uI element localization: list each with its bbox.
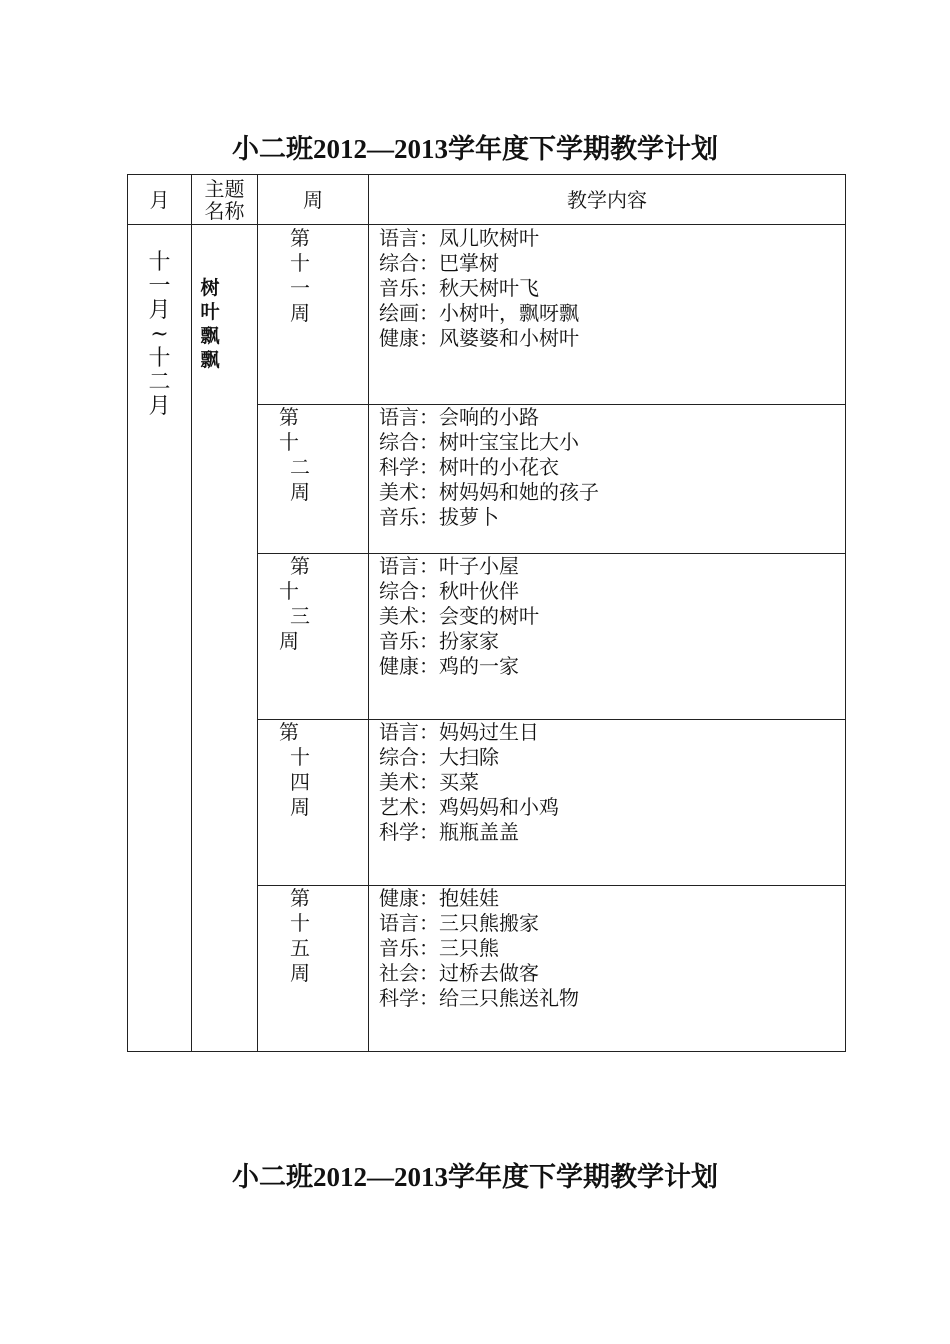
theme-char: 叶 [200, 301, 220, 323]
month-char: 月 [148, 298, 171, 323]
theme-cell [192, 276, 228, 372]
week-char: 十 [279, 579, 299, 603]
lesson-item: 美术：会变的树叶 [379, 604, 539, 628]
header-theme [192, 175, 257, 224]
lesson-item: 健康：抱娃娃 [379, 886, 499, 910]
week-char: 第 [279, 405, 299, 429]
table-border-right [845, 174, 846, 1052]
lesson-item: 音乐：扮家家 [379, 629, 499, 653]
week-char: 周 [290, 480, 310, 504]
lesson-item: 健康：风婆婆和小树叶 [379, 326, 579, 350]
week-char: 周 [290, 301, 310, 325]
lesson-item: 综合：秋叶伙伴 [379, 579, 519, 603]
lesson-item: 语言：叶子小屋 [379, 554, 519, 578]
week-char: 第 [290, 886, 310, 910]
lesson-item: 美术：树妈妈和她的孩子 [379, 480, 599, 504]
lesson-item: 美术：买菜 [379, 770, 479, 794]
lesson-item: 语言：三只熊搬家 [379, 911, 539, 935]
header-week [258, 175, 368, 224]
month-char: 一 [148, 274, 171, 299]
week-content [369, 720, 845, 845]
lesson-item: 音乐：三只熊 [379, 936, 499, 960]
header-content [369, 175, 845, 224]
week-char: 五 [290, 936, 310, 960]
week-content [369, 226, 845, 351]
theme-char: 飘 [200, 349, 220, 371]
week-char: 十 [290, 251, 310, 275]
table-border-bottom [127, 1051, 846, 1052]
theme-char: 树 [200, 277, 220, 299]
lesson-item: 音乐：秋天树叶飞 [379, 276, 539, 300]
lesson-item: 绘画：小树叶，飘呀飘 [379, 301, 579, 325]
header-month [128, 175, 191, 224]
week-label [258, 886, 368, 986]
lesson-item: 艺术：鸡妈妈和小鸡 [379, 795, 559, 819]
header-week-label: 周 [303, 187, 323, 212]
lesson-item: 语言：会响的小路 [379, 405, 539, 429]
month-char: 十 [148, 250, 171, 275]
lesson-item: 健康：鸡的一家 [379, 654, 519, 678]
teaching-plan-table [127, 174, 846, 1052]
header-theme-line1: 主题 [204, 176, 245, 201]
lesson-item: 综合：巴掌树 [379, 251, 499, 275]
week-char: 第 [290, 554, 310, 578]
week-char: 第 [279, 720, 299, 744]
month-cell [128, 251, 191, 419]
lesson-item: 音乐：拔萝卜 [379, 505, 499, 529]
week-label [258, 554, 368, 654]
week-content [369, 554, 845, 679]
lesson-item: 科学：树叶的小花衣 [379, 455, 559, 479]
lesson-item: 社会：过桥去做客 [379, 961, 539, 985]
lesson-item: 综合：大扫除 [379, 745, 499, 769]
week-char: 十 [290, 911, 310, 935]
theme-char: 飘 [200, 325, 220, 347]
lesson-item: 语言：凤儿吹树叶 [379, 226, 539, 250]
lesson-item: 语言：妈妈过生日 [379, 720, 539, 744]
week-char: 周 [290, 961, 310, 985]
week-content [369, 886, 845, 1011]
month-char: 二 [148, 370, 171, 395]
month-char: 月 [148, 394, 171, 419]
lesson-item: 综合：树叶宝宝比大小 [379, 430, 579, 454]
header-theme-line2: 名称 [204, 198, 245, 223]
week-char: 周 [290, 795, 310, 819]
month-char: 十 [148, 346, 171, 371]
header-content-label: 教学内容 [567, 187, 647, 212]
week-char: 周 [279, 629, 299, 653]
week-char: 一 [290, 276, 310, 300]
week-char: 二 [290, 455, 310, 479]
lesson-item: 科学：给三只熊送礼物 [379, 986, 579, 1010]
week-label [258, 405, 368, 505]
header-month-label: 月 [149, 187, 170, 212]
week-char: 三 [290, 604, 310, 628]
week-char: 十 [290, 745, 310, 769]
week-content [369, 405, 845, 530]
month-char: ~ [150, 322, 169, 347]
week-label [258, 720, 368, 820]
week-char: 第 [290, 226, 310, 250]
lesson-item: 科学：瓶瓶盖盖 [379, 820, 519, 844]
week-char: 四 [290, 770, 310, 794]
week-label [258, 226, 368, 326]
header-divider [127, 224, 846, 225]
page-title-repeat: 小二班2012—2013学年度下学期教学计划 [232, 1162, 718, 1192]
page-title: 小二班2012—2013学年度下学期教学计划 [232, 134, 718, 164]
week-char: 十 [279, 430, 299, 454]
